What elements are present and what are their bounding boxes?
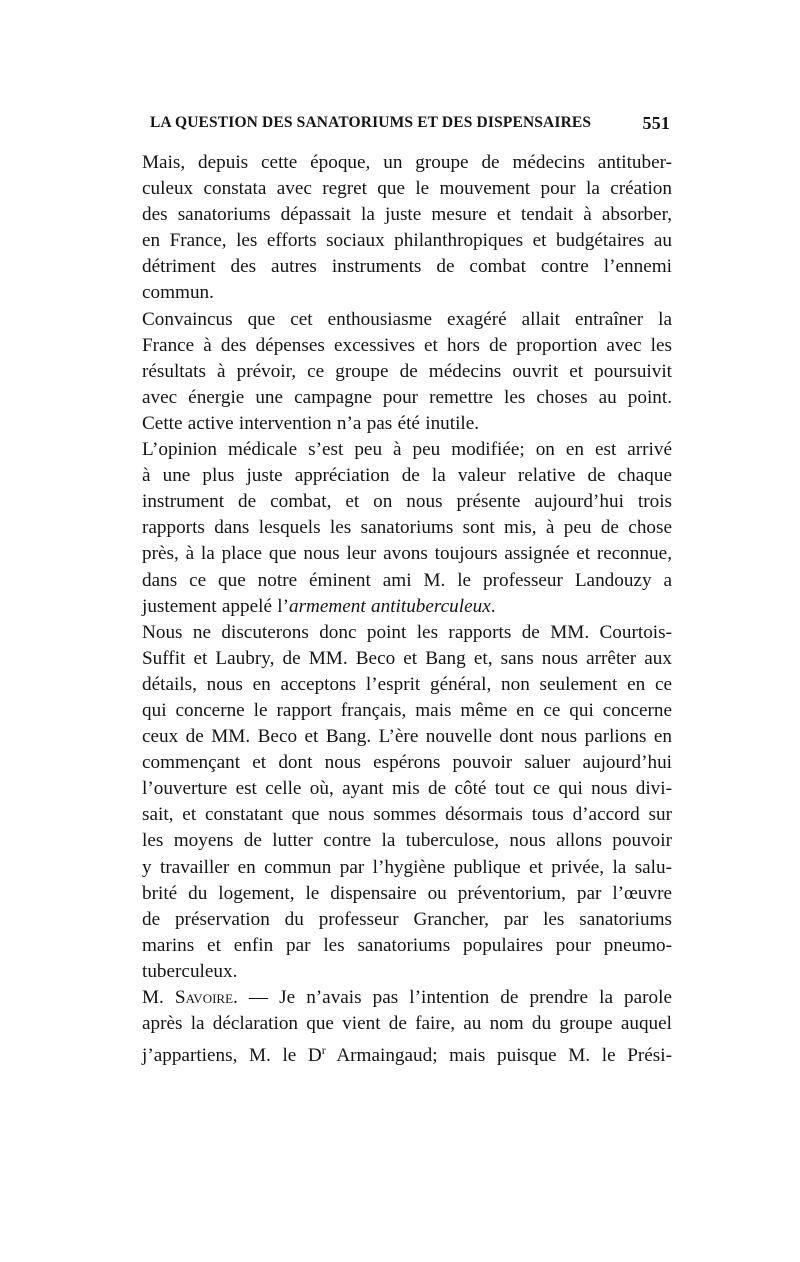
text-line: à une plus juste appréciation de la valeur relative de chaque bbox=[142, 465, 672, 487]
text-fragment: j’appartiens, M. le D bbox=[142, 1045, 322, 1067]
paragraph bbox=[120, 985, 672, 1069]
text-line: Convaincus que cet enthousiasme exagéré allait entraîner la bbox=[142, 308, 672, 330]
text-line: de préservation du professeur Grancher, par les sanatoriums bbox=[142, 908, 672, 930]
paragraph bbox=[120, 307, 672, 437]
text-line: Suffit et Laubry, de MM. Beco et Bang et, sans nous arrêter aux bbox=[142, 647, 672, 669]
text-line bbox=[120, 1037, 672, 1069]
text-line: tuberculeux. bbox=[142, 960, 238, 982]
text-line: détails, nous en acceptons l’esprit général, non seulement en ce bbox=[142, 673, 672, 695]
text-fragment: justement appelé l’ bbox=[142, 595, 289, 617]
paragraph bbox=[120, 150, 672, 307]
text-line: Nous ne discuterons donc point les rapports de MM. Courtois- bbox=[142, 621, 672, 643]
text-line: les moyens de lutter contre la tuberculose, nous allons pouvoir bbox=[142, 830, 672, 852]
text-line: brité du logement, le dispensaire ou préventorium, par l’œuvre bbox=[142, 882, 672, 904]
text-line: commençant et dont nous espérons pouvoir saluer aujourd’hui bbox=[142, 752, 672, 774]
running-title: LA QUESTION DES SANATORIUMS ET DES DISPENSAIRES bbox=[150, 114, 592, 131]
running-header bbox=[150, 114, 670, 138]
text-line: L’opinion médicale s’est peu à peu modifiée; on en est arrivé bbox=[142, 439, 672, 461]
text-line: marins et enfin par les sanatoriums populaires pour pneumo- bbox=[142, 934, 672, 956]
text-line: sait, et constatant que nous sommes désormais tous d’accord sur bbox=[142, 804, 672, 826]
text-line: culeux constata avec regret que le mouvement pour la création bbox=[142, 178, 672, 200]
text-line: détriment des autres instruments de combat contre l’ennemi bbox=[142, 256, 672, 278]
text-line bbox=[120, 594, 672, 620]
body-text bbox=[120, 150, 672, 1069]
text-fragment: — Je n’avais pas l’intention de prendre la parole bbox=[237, 987, 672, 1008]
paragraph bbox=[120, 437, 672, 620]
text-line: rapports dans lesquels les sanatoriums sont mis, à peu de chose bbox=[142, 517, 672, 539]
text-line: ceux de MM. Beco et Bang. L’ère nouvelle dont nous parlions en bbox=[142, 726, 672, 748]
text-fragment: . bbox=[490, 595, 496, 617]
text-line: Cette active intervention n’a pas été inutile. bbox=[142, 412, 480, 434]
speaker-name: M. Savoire. bbox=[142, 987, 238, 1008]
superscript: r bbox=[321, 1043, 326, 1058]
text-line bbox=[120, 985, 672, 1011]
text-line: instrument de combat, et on nous présente aujourd’hui trois bbox=[142, 491, 672, 513]
page-number: 551 bbox=[642, 113, 670, 133]
text-line: l’ouverture est celle où, ayant mis de côté tout ce qui nous divi- bbox=[142, 778, 672, 800]
text-line: après la déclaration que vient de faire, au nom du groupe auquel bbox=[142, 1013, 672, 1035]
italic-term: armement antituberculeux bbox=[289, 595, 491, 617]
text-line: commun. bbox=[142, 282, 214, 304]
text-line: des sanatoriums dépassait la juste mesure et tendait à absorber, bbox=[142, 204, 672, 226]
text-line: qui concerne le rapport français, mais même en ce qui concerne bbox=[142, 699, 672, 721]
text-line: près, à la place que nous leur avons toujours assignée et reconnue, bbox=[142, 543, 672, 565]
text-line: avec énergie une campagne pour remettre les choses au point. bbox=[142, 386, 672, 408]
text-fragment: Armaingaud; mais puisque M. le Prési- bbox=[325, 1045, 672, 1067]
text-line: résultats à prévoir, ce groupe de médecins ouvrit et poursuivit bbox=[142, 360, 672, 382]
text-line: en France, les efforts sociaux philanthropiques et budgétaires au bbox=[142, 230, 672, 252]
paragraph bbox=[120, 620, 672, 985]
text-line: France à des dépenses excessives et hors de proportion avec les bbox=[142, 334, 672, 356]
text-line: Mais, depuis cette époque, un groupe de médecins antituber- bbox=[142, 152, 672, 173]
text-line: dans ce que notre éminent ami M. le professeur Landouzy a bbox=[142, 569, 672, 591]
text-line: y travailler en commun par l’hygiène publique et privée, la salu- bbox=[142, 856, 672, 878]
